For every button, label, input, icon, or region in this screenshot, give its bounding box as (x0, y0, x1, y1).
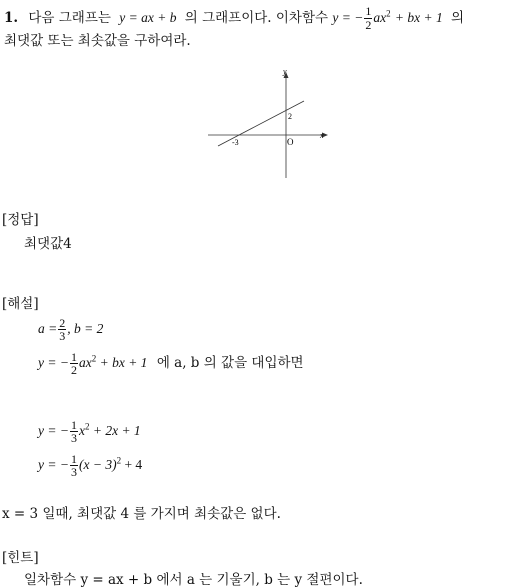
equation-exponent: 2 (84, 421, 90, 432)
fraction-denominator: 2 (70, 363, 77, 378)
y-axis-label: y (283, 67, 287, 76)
quadratic-fraction (364, 5, 372, 31)
answer-text: 최댓값4 (24, 236, 72, 252)
fraction-denominator: 3 (59, 329, 66, 344)
equation-ax: ax (78, 355, 92, 370)
equation-lhs: y = − (38, 355, 69, 370)
solution-line-4 (38, 448, 142, 482)
hint-text: 일차함수 y = ax + b 에서 a 는 기울기, b 는 y 절편이다. (24, 572, 363, 588)
equation-lhs: y = − (38, 457, 69, 472)
fraction-numerator: 1 (70, 451, 77, 466)
solution-heading: [해설] (2, 296, 39, 312)
problem-number: 1. (4, 10, 19, 26)
problem-text-mid: 의 그래프이다. 이차함수 (184, 10, 329, 26)
equation-vertex-form: (x − 3) (78, 457, 117, 472)
fraction-denominator: 2 (365, 18, 372, 32)
y-intercept-label: 2 (288, 112, 292, 121)
problem-line-1 (4, 2, 464, 34)
equation-rest: + bx + 1 (99, 355, 148, 370)
solution-line-1 (38, 312, 103, 346)
equation-fraction (70, 351, 78, 377)
x-axis-label: x (320, 131, 324, 140)
quadratic-exponent: 2 (386, 8, 391, 19)
equation-rest: + 2x + 1 (92, 423, 141, 438)
solution-line-3 (38, 414, 141, 448)
fraction-numerator: 2 (59, 315, 66, 330)
problem-text-pre: 다음 그래프는 (28, 10, 111, 26)
origin-label: O (287, 137, 294, 147)
equation-x: x (78, 423, 85, 438)
answer-heading: [정답] (2, 212, 39, 228)
solution-a-fraction (58, 317, 66, 343)
equation-rest: + 4 (124, 457, 143, 472)
fraction-numerator: 1 (70, 349, 77, 364)
equation-exponent: 2 (91, 353, 97, 364)
linear-graph (204, 64, 334, 184)
solution-b-equals: , b = 2 (67, 321, 104, 336)
hint-heading: [힌트] (2, 550, 39, 566)
problem-line-2: 최댓값 또는 최솟값을 구하여라. (4, 33, 191, 49)
fraction-denominator: 3 (70, 431, 77, 446)
problem-text-post: 의 (451, 10, 465, 26)
x-intercept-label: -3 (232, 138, 239, 147)
quadratic-rest: + bx + 1 (394, 10, 443, 25)
fraction-numerator: 1 (70, 417, 77, 432)
equation-fraction (70, 453, 78, 479)
fraction-numerator: 1 (365, 4, 372, 19)
solution-a-equals: a = (38, 321, 58, 336)
equation-lhs: y = − (38, 423, 69, 438)
fraction-denominator: 3 (70, 465, 77, 480)
solution-conclusion: x = 3 일때, 최댓값 4 를 가지며 최솟값은 없다. (2, 506, 281, 522)
linear-equation: y = ax + b (119, 10, 177, 25)
equation-fraction (70, 419, 78, 445)
quadratic-ax: ax (373, 10, 387, 25)
quadratic-lhs: y = − (332, 10, 364, 25)
equation-exponent: 2 (116, 455, 122, 466)
substitution-text: 에 a, b 의 값을 대입하면 (156, 355, 304, 371)
solution-line-2 (38, 346, 304, 380)
